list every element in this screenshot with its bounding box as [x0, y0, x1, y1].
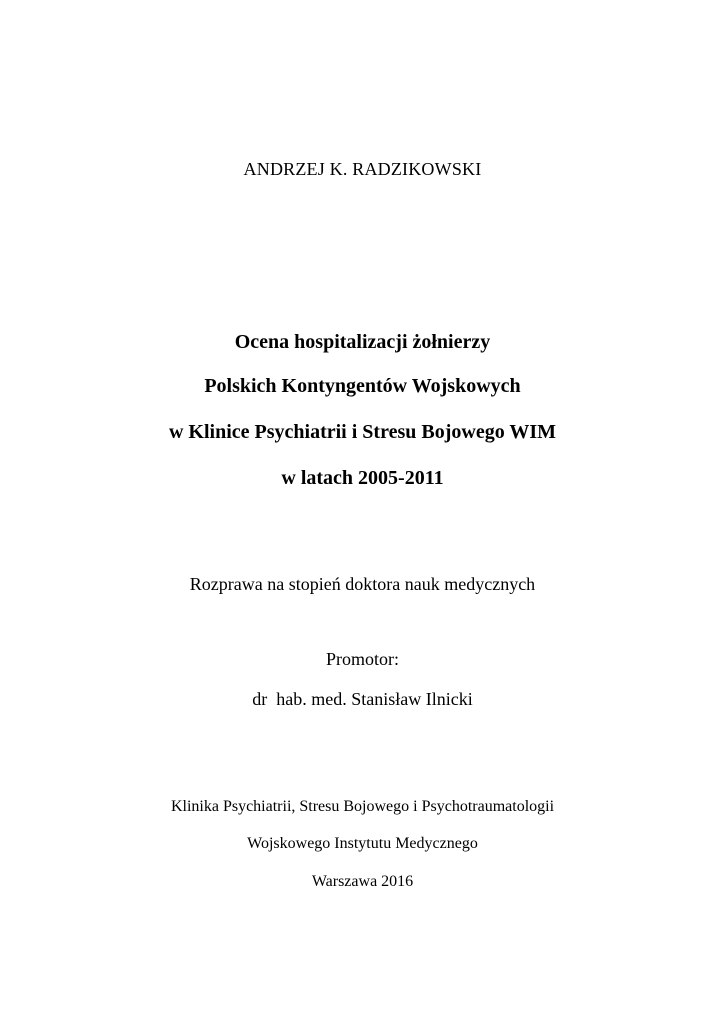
institution-line-1: Klinika Psychiatrii, Stresu Bojowego i Psychotraumatologii: [170, 798, 555, 815]
degree-statement: Rozprawa na stopień doktora nauk medycznych: [189, 574, 536, 594]
institution-line-2: Wojskowego Instytutu Medycznego: [247, 835, 478, 852]
promotor-label: Promotor:: [325, 649, 399, 669]
thesis-title-line-3: w Klinice Psychiatrii i Stresu Bojowego WIM: [168, 421, 556, 443]
place-and-date: Warszawa 2016: [311, 873, 414, 890]
thesis-title-line-2: Polskich Kontyngentów Wojskowych: [204, 375, 521, 397]
author-name: ANDRZEJ K. RADZIKOWSKI: [243, 159, 482, 179]
promotor-name: dr hab. med. Stanisław Ilnicki: [252, 689, 473, 709]
thesis-title-line-1: Ocena hospitalizacji żołnierzy: [234, 331, 491, 353]
thesis-title-line-4: w latach 2005-2011: [281, 467, 444, 489]
